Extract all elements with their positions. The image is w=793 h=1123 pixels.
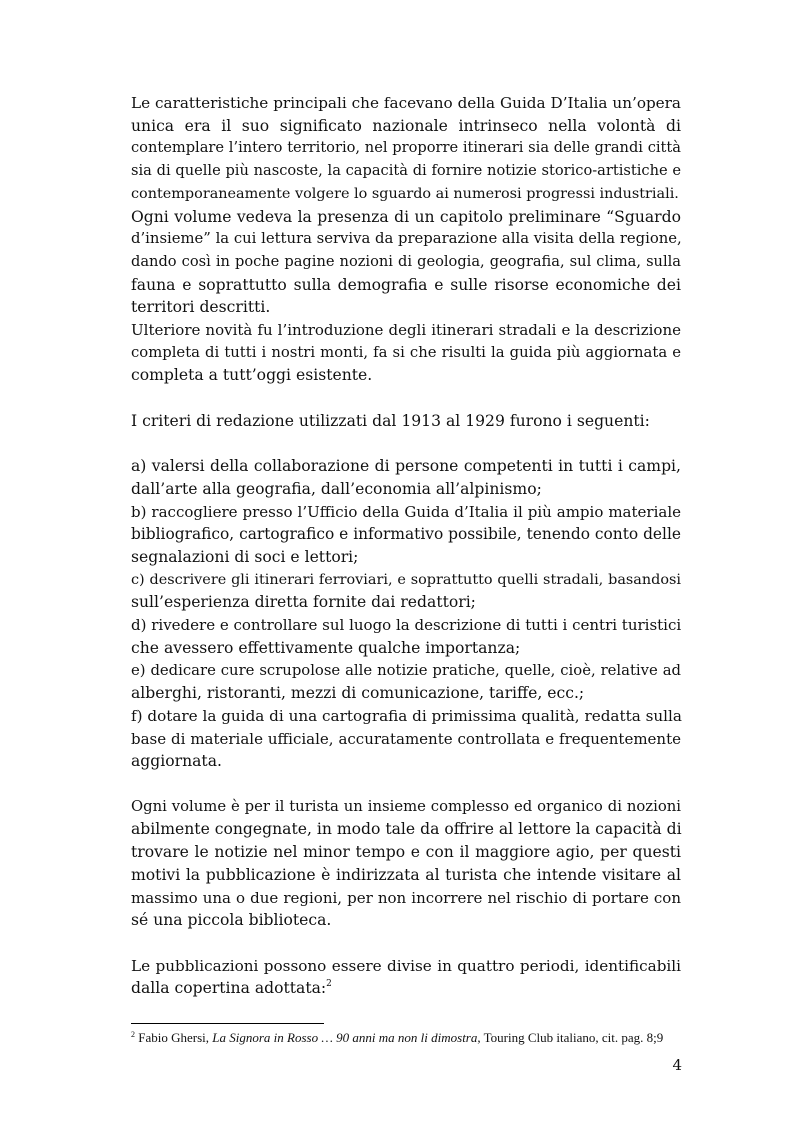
list-item-line: base di materiale ufficiale, accuratamente controllata e frequentemente [131, 729, 681, 748]
text-line: fauna e soprattutto sulla demografia e sulle risorse economiche dei [131, 275, 681, 294]
footnote-citation: , Touring Club italiano, cit. pag. 8;9 [477, 1030, 664, 1045]
footnote [131, 1030, 681, 1046]
footnote-title: La Signora in Rosso … 90 anni ma non li dimostra [212, 1030, 478, 1045]
list-item-line: bibliografico, cartografico e informativo possibile, tenendo conto delle [131, 525, 681, 544]
page-number: 4 [672, 1056, 682, 1074]
list-item-line: aggiornata. [131, 752, 222, 771]
list-item-line: segnalazioni di soci e lettori; [131, 548, 359, 567]
paragraph-gap [131, 932, 681, 955]
list-item-line: alberghi, ristoranti, mezzi di comunicazione, tariffe, ecc.; [131, 684, 585, 703]
footnote-reference[interactable]: 2 [326, 979, 332, 990]
text-line: Ulteriore novità fu l’introduzione degli itinerari stradali e la descrizione [131, 321, 681, 340]
text-line: contemporaneamente volgere lo sguardo ai numerosi progressi industriali. [131, 185, 679, 202]
text-line [131, 977, 681, 1000]
text-line: unica era il suo significato nazionale intrinseco nella volontà di [131, 116, 681, 135]
text-line: d’insieme” la cui lettura serviva da preparazione alla visita della regione, [131, 230, 682, 248]
text-line: completa di tutti i nostri monti, fa si che risulti la guida più aggiornata e [131, 343, 681, 361]
footnote-marker: 2 [131, 1030, 135, 1039]
text-line-content: dalla copertina adottata: [131, 979, 327, 998]
list-item-line: che avessero effettivamente qualche importanza; [131, 638, 521, 657]
text-line: Le caratteristiche principali che facevano della Guida D’Italia un’opera [131, 94, 681, 112]
paragraph-gap [131, 387, 681, 410]
text-line: sia di quelle più nascoste, la capacità di fornire notizie storico-artistiche e [131, 162, 681, 180]
list-item-line: a) valersi della collaborazione di persone competenti in tutti i campi, [131, 457, 681, 476]
text-line: dando così in poche pagine nozioni di geologia, geografia, sul clima, sulla [131, 252, 681, 270]
text-line: completa a tutt’oggi esistente. [131, 366, 373, 385]
footnote-separator [131, 1023, 324, 1024]
list-item-line: d) rivedere e controllare sul luogo la descrizione di tutti i centri turistici [131, 616, 682, 635]
text-line: trovare le notizie nel minor tempo e con il maggiore agio, per questi [131, 843, 681, 862]
paragraph-gap [131, 773, 681, 796]
paragraph-gap [131, 433, 681, 456]
text-line: territori descritti. [131, 298, 271, 317]
list-item-line: c) descrivere gli itinerari ferroviari, e soprattutto quelli stradali, basandosi [131, 571, 681, 588]
text-line: Ogni volume è per il turista un insieme complesso ed organico di nozioni [131, 797, 681, 815]
page-body [131, 92, 681, 1000]
text-line: I criteri di redazione utilizzati dal 1913 al 1929 furono i seguenti: [131, 411, 650, 430]
list-item-line: sull’esperienza diretta fornite dai redattori; [131, 593, 476, 612]
list-item-line: f) dotare la guida di una cartografia di primissima qualità, redatta sulla [131, 706, 682, 725]
text-line: sé una piccola biblioteca. [131, 911, 332, 930]
list-item-line: b) raccogliere presso l’Ufficio della Guida d’Italia il più ampio materiale [131, 502, 681, 521]
text-line: massimo una o due regioni, per non incorrere nel rischio di portare con [131, 888, 681, 907]
text-line: motivi la pubblicazione è indirizzata al turista che intende visitare al [131, 865, 681, 884]
list-item-line: e) dedicare cure scrupolose alle notizie pratiche, quelle, cioè, relative ad [131, 661, 681, 679]
text-line: abilmente congegnate, in modo tale da offrire al lettore la capacità di [131, 820, 682, 839]
text-line: Le pubblicazioni possono essere divise in quattro periodi, identificabili [131, 956, 681, 975]
text-line: contemplare l’intero territorio, nel proporre itinerari sia delle grandi città [131, 139, 681, 157]
footnote-author: Fabio Ghersi, [138, 1030, 210, 1045]
list-item-line: dall’arte alla geografia, dall’economia all’alpinismo; [131, 479, 542, 498]
text-line: Ogni volume vedeva la presenza di un capitolo preliminare “Sguardo [131, 207, 681, 226]
